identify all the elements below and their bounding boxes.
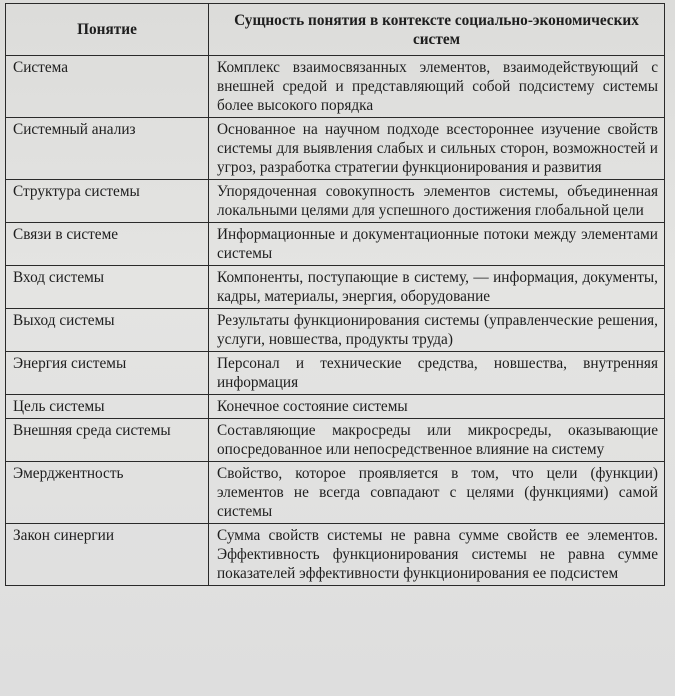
definition-cell: Персонал и технические средства, новшества, внутренняя информация — [209, 352, 665, 395]
term-cell: Выход системы — [6, 309, 209, 352]
table-body — [6, 56, 665, 586]
definition-cell: Свойство, которое проявляется в том, что цели (функции) элементов не всегда совпадают с целями (функциями) самой системы — [209, 462, 665, 524]
definition-cell: Информационные и документационные потоки между элементами системы — [209, 223, 665, 266]
term-cell: Внешняя среда системы — [6, 419, 209, 462]
header-row — [6, 4, 665, 56]
term-cell: Энергия системы — [6, 352, 209, 395]
table-row — [6, 56, 665, 118]
table-row — [6, 395, 665, 419]
table-row — [6, 223, 665, 266]
definition-cell: Результаты функционирования системы (управленческие решения, услуги, новшества, продукты труда) — [209, 309, 665, 352]
table-row — [6, 524, 665, 586]
definition-cell: Составляющие макросреды или микросреды, оказывающие опосредованное или непосредственное влияние на систему — [209, 419, 665, 462]
term-cell: Системный анализ — [6, 118, 209, 180]
term-cell: Вход системы — [6, 266, 209, 309]
definition-cell: Сумма свойств системы не равна сумме свойств ее элементов. Эффективность функционирования системы не равна сумме показателей эффективности функционирования ее подсистем — [209, 524, 665, 586]
table-row — [6, 266, 665, 309]
term-cell: Эмерджентность — [6, 462, 209, 524]
header-concept: Понятие — [6, 4, 209, 56]
definition-cell: Упорядоченная совокупность элементов системы, объединенная локальными целями для успешного достижения глобальной цели — [209, 180, 665, 223]
table-row — [6, 419, 665, 462]
definition-cell: Компоненты, поступающие в систему, — информация, документы, кадры, материалы, энергия, оборудование — [209, 266, 665, 309]
term-cell: Закон синергии — [6, 524, 209, 586]
concepts-table — [5, 3, 665, 586]
term-cell: Связи в системе — [6, 223, 209, 266]
table-row — [6, 462, 665, 524]
definition-cell: Основанное на научном подходе всестороннее изучение свойств системы для выявления слабых и сильных сторон, возможностей и угроз, разработка стратегии функционирования и развития — [209, 118, 665, 180]
term-cell: Структура системы — [6, 180, 209, 223]
header-essence: Сущность понятия в контексте социально-экономических систем — [209, 4, 665, 56]
table-row — [6, 309, 665, 352]
table-row — [6, 118, 665, 180]
term-cell: Цель системы — [6, 395, 209, 419]
table-header — [6, 4, 665, 56]
term-cell: Система — [6, 56, 209, 118]
definition-cell: Конечное состояние системы — [209, 395, 665, 419]
table-row — [6, 180, 665, 223]
definition-cell: Комплекс взаимосвязанных элементов, взаимодействующий с внешней средой и представляющий собой подсистему системы более высокого порядка — [209, 56, 665, 118]
table-row — [6, 352, 665, 395]
